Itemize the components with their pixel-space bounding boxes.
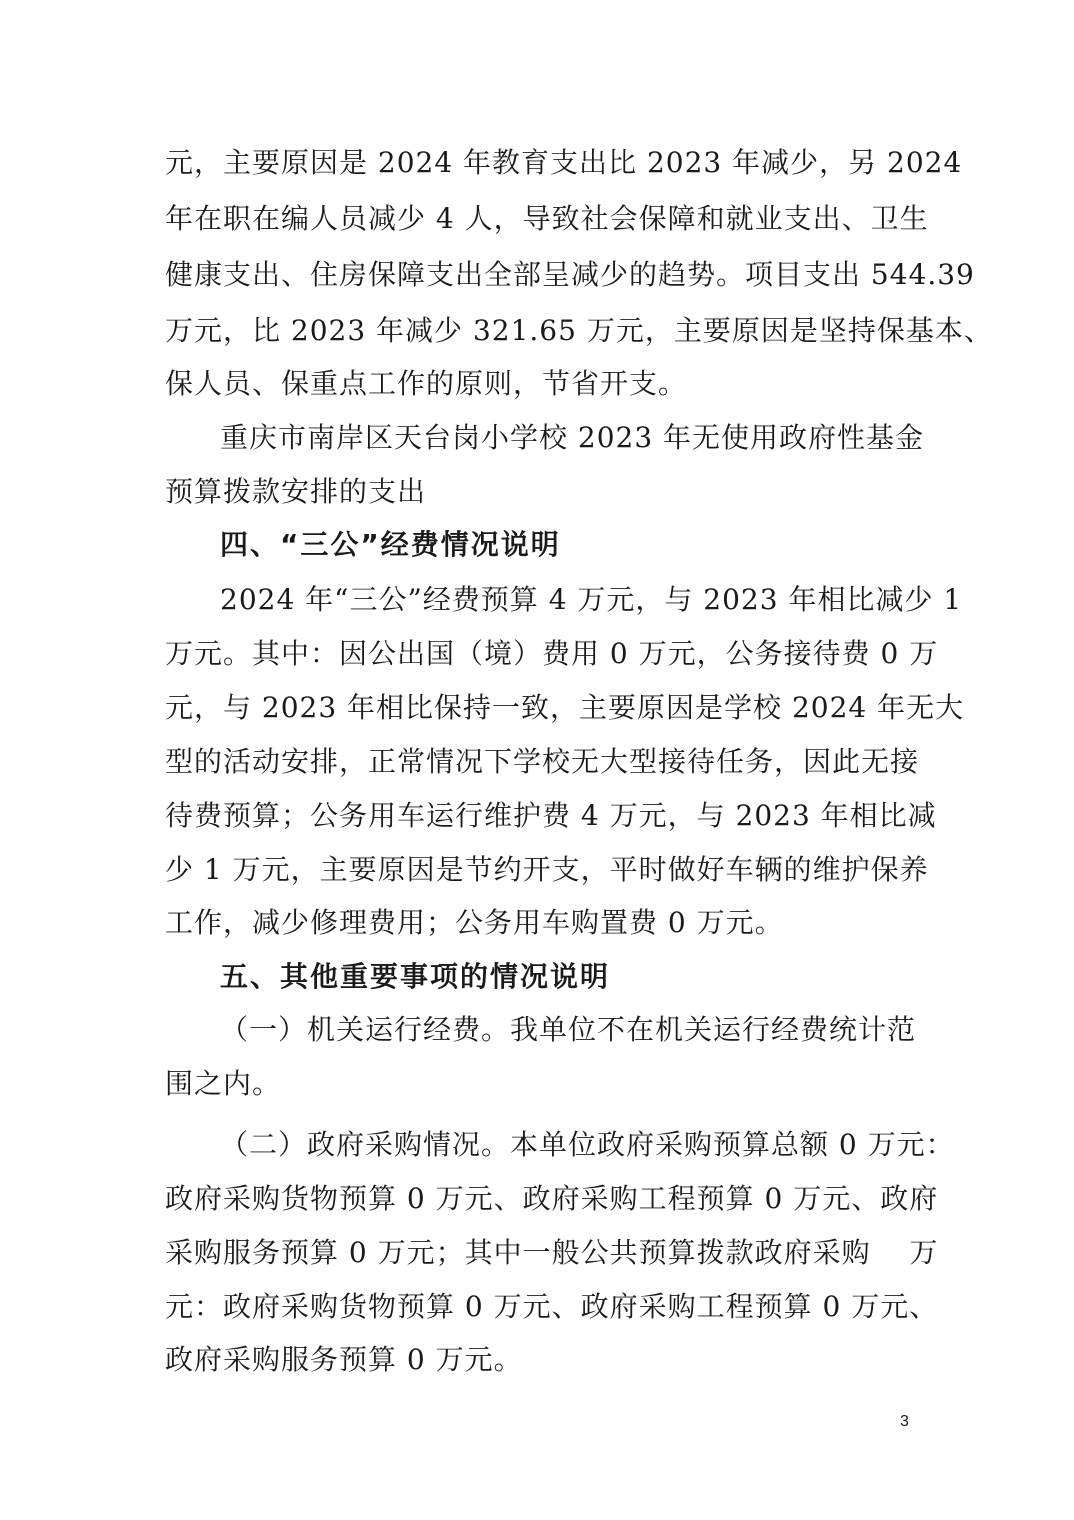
- paragraph-2-line-2: 预算拨款安排的支出: [165, 475, 427, 508]
- paragraph-1-line-2: 年在职在编人员减少 4 人，导致社会保障和就业支出、卫生: [165, 202, 929, 235]
- paragraph-3-line-3: 元，与 2023 年相比保持一致，主要原因是学校 2024 年无大: [165, 691, 965, 724]
- page-number: 3: [900, 1413, 909, 1430]
- paragraph-5-line-5: 政府采购服务预算 0 万元。: [165, 1343, 523, 1376]
- paragraph-3-line-7: 工作，减少修理费用；公务用车购置费 0 万元。: [165, 906, 784, 939]
- paragraph-3-line-6: 少 1 万元，主要原因是节约开支，平时做好车辆的维护保养: [165, 853, 929, 886]
- section-heading-5: 五、其他重要事项的情况说明: [220, 960, 611, 993]
- paragraph-3-line-5: 待费预算；公务用车运行维护费 4 万元，与 2023 年相比减: [165, 799, 937, 832]
- section-heading-4: 四、“三公”经费情况说明: [220, 528, 561, 561]
- paragraph-1-line-3: 健康支出、住房保障支出全部呈减少的趋势。项目支出 544.39: [165, 258, 975, 291]
- paragraph-1-line-5: 保人员、保重点工作的原则，节省开支。: [165, 367, 688, 400]
- paragraph-1-line-1: 元，主要原因是 2024 年教育支出比 2023 年减少，另 2024: [165, 146, 963, 179]
- paragraph-5-line-3: 采购服务预算 0 万元；其中一般公共预算拨款政府采购 万: [165, 1236, 939, 1269]
- paragraph-5-line-1: （二）政府采购情况。本单位政府采购预算总额 0 万元：: [220, 1128, 955, 1161]
- paragraph-3-line-2: 万元。其中：因公出国（境）费用 0 万元，公务接待费 0 万: [165, 637, 939, 670]
- paragraph-2-line-1: 重庆市南岸区天台岗小学校 2023 年无使用政府性基金: [220, 421, 925, 454]
- paragraph-4-line-1: （一）机关运行经费。我单位不在机关运行经费统计范: [220, 1013, 917, 1046]
- paragraph-1-line-4: 万元，比 2023 年减少 321.65 万元，主要原因是坚持保基本、: [165, 314, 993, 347]
- paragraph-5-line-2: 政府采购货物预算 0 万元、政府采购工程预算 0 万元、政府: [165, 1182, 939, 1215]
- paragraph-4-line-2: 围之内。: [165, 1067, 282, 1100]
- paragraph-3-line-1: 2024 年“三公”经费预算 4 万元，与 2023 年相比减少 1: [220, 583, 963, 616]
- paragraph-3-line-4: 型的活动安排，正常情况下学校无大型接待任务，因此无接: [165, 745, 920, 778]
- paragraph-5-line-4: 元：政府采购货物预算 0 万元、政府采购工程预算 0 万元、: [165, 1290, 939, 1323]
